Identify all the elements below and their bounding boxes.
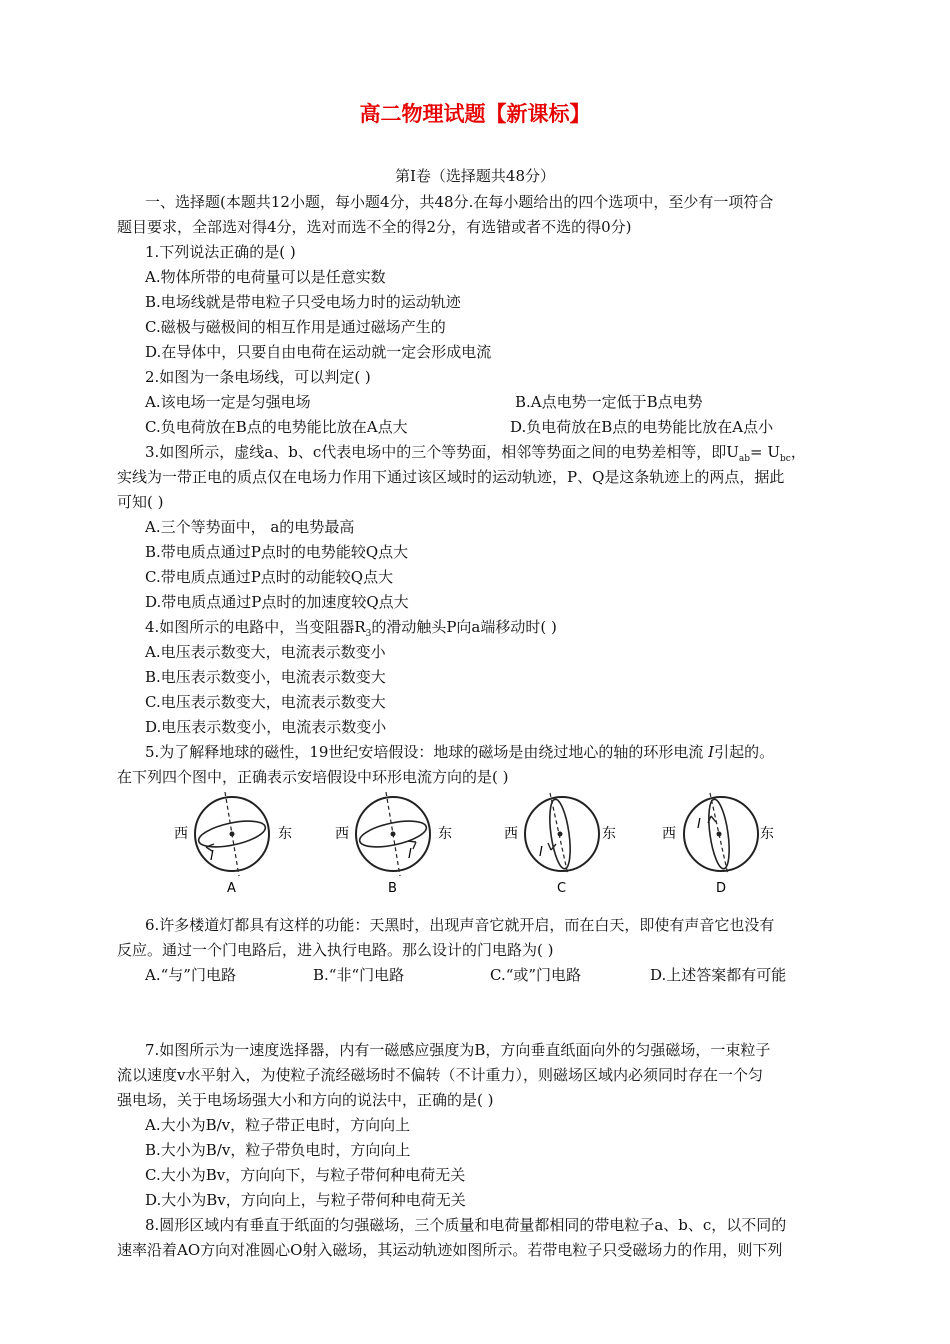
east-label: 东 — [602, 826, 616, 842]
option-b: B.电场线就是带电粒子只受电场力时的运动轨迹 — [145, 293, 461, 311]
option-c: C.磁极与磁极间的相互作用是通过磁场产生的 — [145, 318, 446, 336]
question-stem: 7.如图所示为一速度选择器，内有一磁感应强度为B，方向垂直纸面向外的匀强磁场，一束粒子 — [145, 1041, 771, 1059]
question-stem: 8.圆形区域内有垂直于纸面的匀强磁场，三个质量和电荷量都相同的带电粒子a、b、c，以不同的 — [145, 1216, 787, 1234]
question-stem: 实线为一带正电的质点仅在电场力作用下通过该区域时的运动轨迹，P、Q是这条轨迹上的两点，据此 — [117, 468, 785, 486]
option-c: C.负电荷放在B点的电势能比放在A点大 — [145, 418, 408, 436]
current-label: I — [408, 847, 412, 862]
option-b: B.大小为B/v，粒子带负电时，方向向上 — [145, 1141, 411, 1159]
option-c: C.电压表示数变大，电流表示数变大 — [145, 693, 386, 711]
option-a: A.电压表示数变大，电流表示数变小 — [145, 643, 386, 661]
current-label: I — [539, 845, 543, 860]
option-c: C.带电质点通过P点时的动能较Q点大 — [145, 568, 394, 586]
question-stem: 在下列四个图中，正确表示安培假设中环形电流方向的是( ) — [117, 768, 509, 786]
question-stem: 4.如图所示的电路中，当变阻器$R_3$的滑动触头P向a端移动时( ) — [145, 618, 557, 639]
question-stem: 5.为了解释地球的磁性，19世纪安培假设：地球的磁场是由绕过地心的轴的环形电流 I引起的。 — [145, 743, 775, 761]
earth-center — [717, 832, 722, 837]
option-a: A.物体所带的电荷量可以是任意实数 — [145, 268, 386, 286]
option-a: A.三个等势面中， a的电势最高 — [145, 518, 355, 536]
option-a: A.“与”门电路 — [145, 966, 236, 984]
current-label: I — [697, 817, 701, 832]
west-label: 西 — [662, 826, 676, 842]
option-b: B.A点电势一定低于B点电势 — [515, 393, 703, 411]
option-d: D.负电荷放在B点的电势能比放在A点小 — [510, 418, 774, 436]
option-b: B.“非“门电路 — [313, 966, 405, 984]
question-stem: 6.许多楼道灯都具有这样的功能：天黑时，出现声音它就开启，而在白天，即使有声音它也没有 — [145, 916, 775, 934]
option-b: B.带电质点通过P点时的电势能较Q点大 — [145, 543, 409, 561]
question-stem: 流以速度v水平射入，为使粒子流经磁场时不偏转（不计重力），则磁场区域内必须同时存在一个匀 — [117, 1066, 763, 1084]
intro-line: 一、选择题(本题共12小题，每小题4分，共48分.在每小题给出的四个选项中，至少有一项符合 — [145, 193, 774, 211]
figure-c — [504, 793, 616, 896]
question-stem: 3.如图所示，虚线a、b、c代表电场中的三个等势面，相邻等势面之间的电势差相等，即$U_{ab}= U_{bc}$， — [145, 443, 806, 464]
question-stem: 可知( ) — [117, 493, 164, 511]
option-d: D.上述答案都有可能 — [650, 966, 787, 984]
option-d: D.电压表示数变小，电流表示数变小 — [145, 718, 387, 736]
figure-label: B — [388, 881, 397, 896]
option-c: C.大小为Bv，方向向下，与粒子带何种电荷无关 — [145, 1166, 466, 1184]
question-stem: 2.如图为一条电场线，可以判定( ) — [145, 368, 371, 386]
page-title: 高二物理试题【新课标】 — [359, 102, 591, 126]
figure-a — [174, 792, 292, 896]
intro-line: 题目要求，全部选对得4分，选对而选不全的得2分，有选错或者不选的得0分) — [117, 218, 632, 236]
question-stem: 1.下列说法正确的是( ) — [145, 243, 296, 261]
west-label: 西 — [335, 826, 349, 842]
option-d: D.带电质点通过P点时的加速度较Q点大 — [145, 593, 409, 611]
figure-d — [662, 793, 774, 896]
figure-b — [335, 792, 452, 896]
option-c: C.“或”门电路 — [490, 966, 582, 984]
figure-label: A — [227, 881, 236, 896]
option-d: D.大小为Bv，方向向上，与粒子带何种电荷无关 — [145, 1191, 466, 1209]
option-b: B.电压表示数变小，电流表示数变大 — [145, 668, 386, 686]
section-heading: 第Ⅰ卷（选择题共48分） — [394, 167, 555, 185]
option-d: D.在导体中，只要自由电荷在运动就一定会形成电流 — [145, 343, 492, 361]
question-stem: 速率沿着AO方向对准圆心O射入磁场，其运动轨迹如图所示。若带电粒子只受磁场力的作用，则下列 — [117, 1241, 783, 1259]
east-label: 东 — [760, 826, 774, 842]
question-stem: 强电场，关于电场场强大小和方向的说法中，正确的是( ) — [117, 1091, 494, 1109]
current-label: I — [210, 849, 214, 864]
east-label: 东 — [438, 826, 452, 842]
option-a: A.大小为B/v，粒子带正电时，方向向上 — [145, 1116, 411, 1134]
question-stem: 反应。通过一个门电路后，进入执行电路。那么设计的门电路为( ) — [117, 941, 554, 959]
east-label: 东 — [278, 826, 292, 842]
earth-current-figure — [170, 792, 790, 896]
figure-label: C — [557, 881, 567, 896]
earth-center — [558, 832, 563, 837]
west-label: 西 — [504, 826, 518, 842]
option-a: A.该电场一定是匀强电场 — [145, 393, 311, 411]
earth-center — [230, 832, 235, 837]
west-label: 西 — [174, 826, 188, 842]
earth-center — [391, 832, 396, 837]
figure-label: D — [716, 881, 727, 896]
